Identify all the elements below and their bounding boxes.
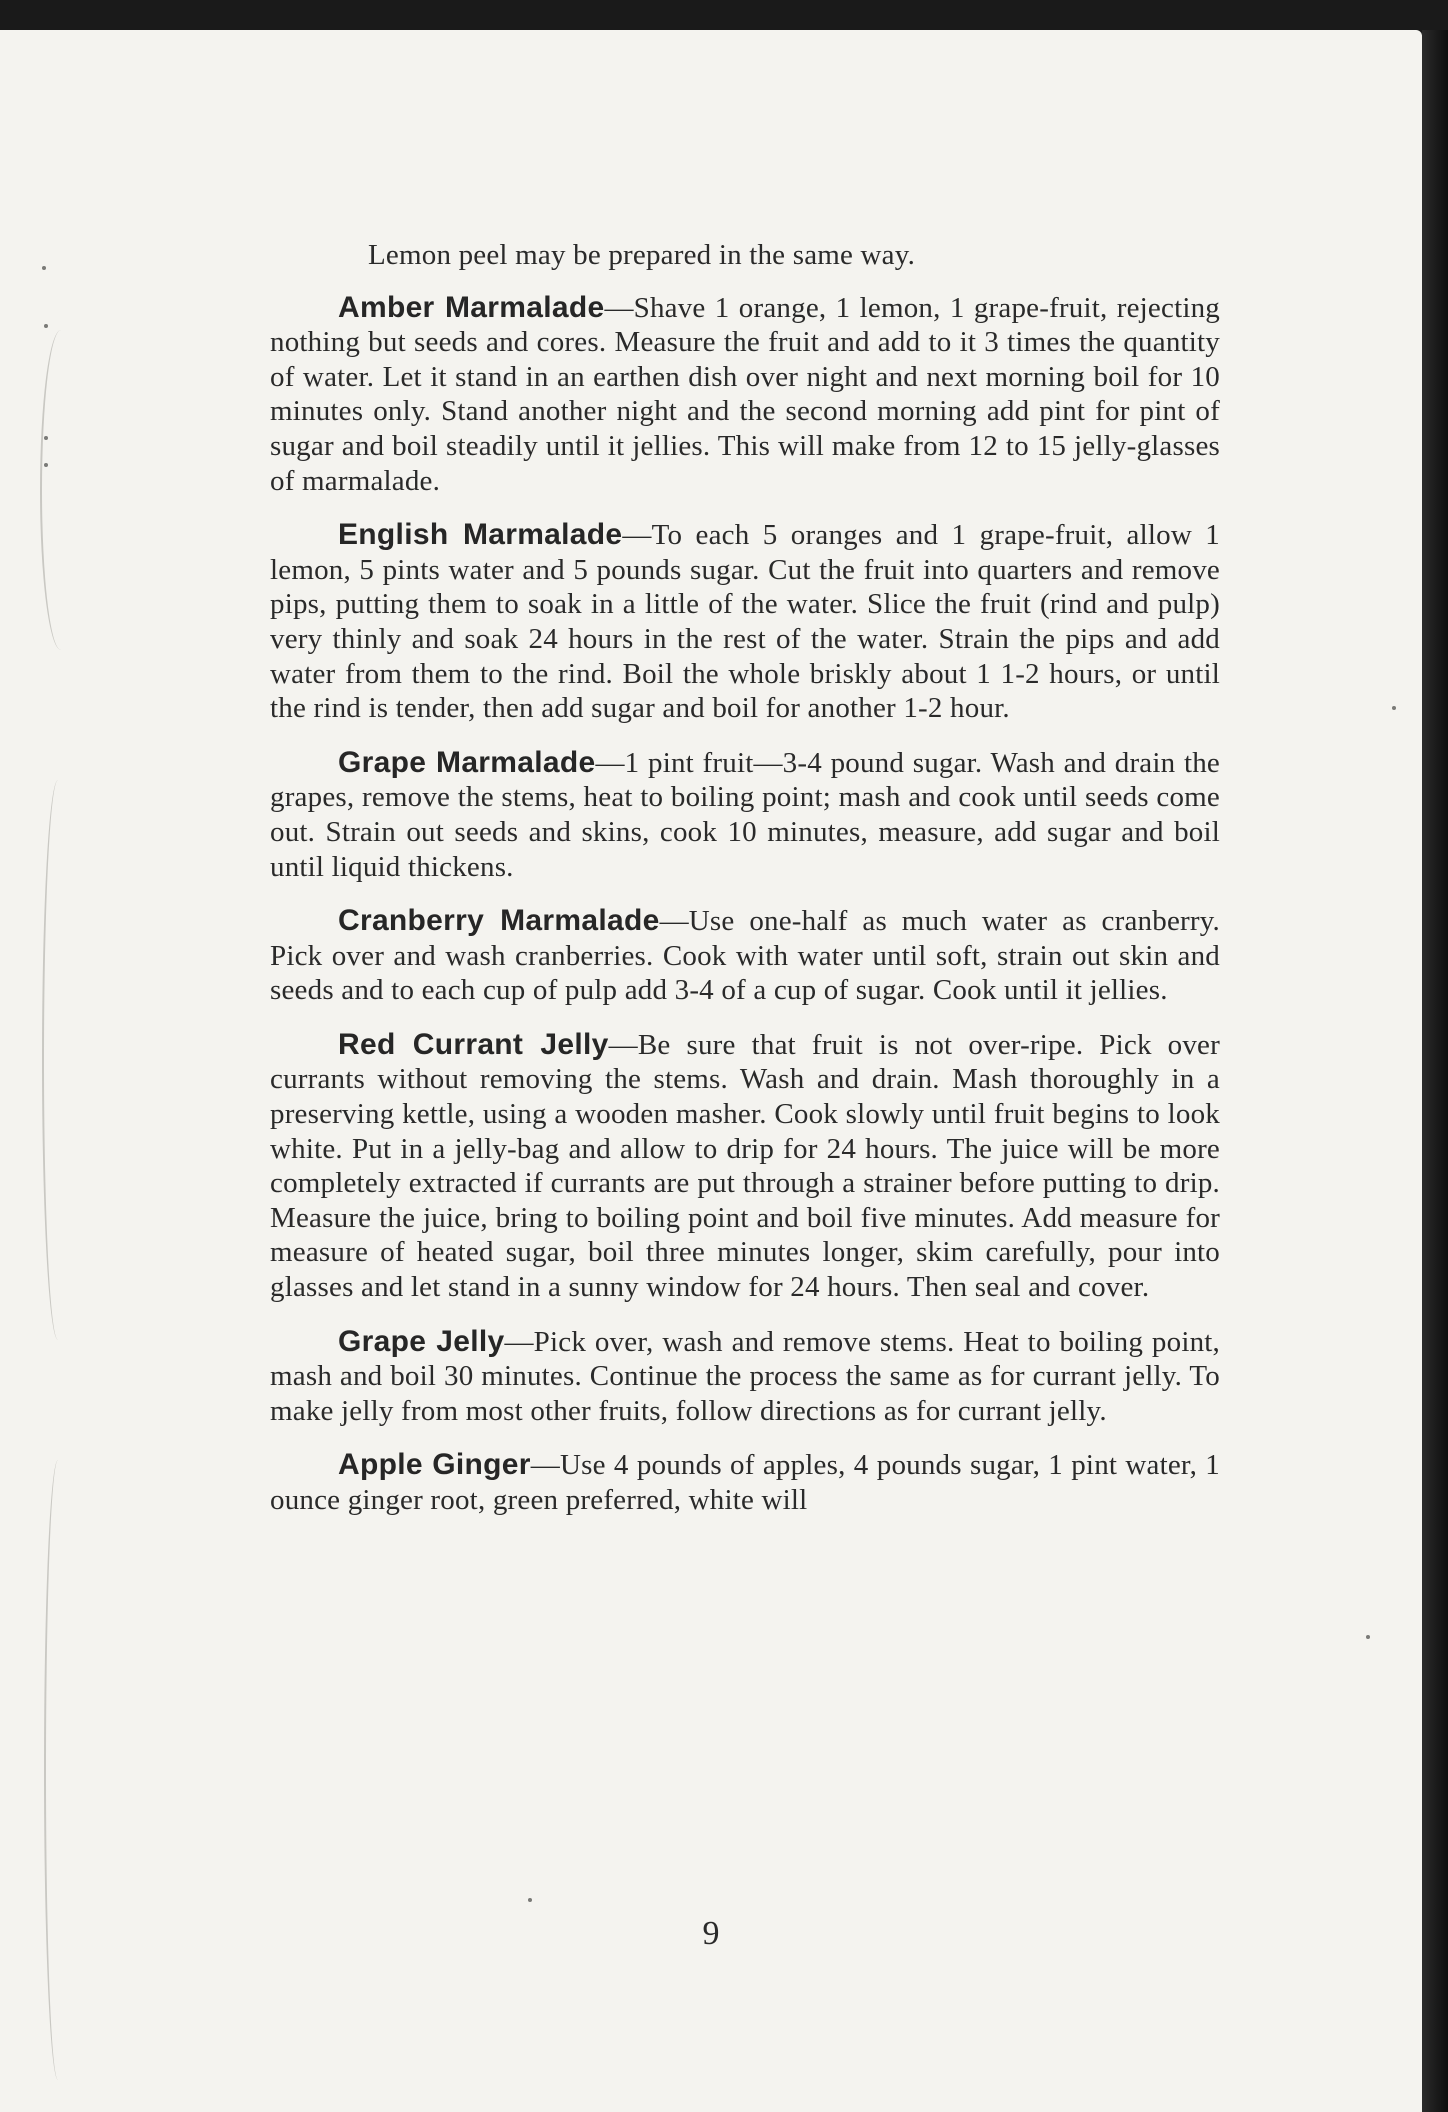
gutter-shadow-mark bbox=[42, 780, 74, 1340]
recipe-title: Amber Marmalade bbox=[338, 290, 605, 324]
paper-speck bbox=[1366, 1635, 1370, 1639]
book-page bbox=[0, 30, 1422, 2112]
scan-right-border bbox=[1422, 30, 1448, 2112]
paper-speck bbox=[42, 266, 46, 270]
intro-line: Lemon peel may be prepared in the same way. bbox=[368, 239, 916, 271]
paper-speck bbox=[44, 436, 48, 440]
paper-speck bbox=[528, 1898, 532, 1902]
page-number: 9 bbox=[702, 1915, 720, 1952]
recipe-title: Grape Marmalade bbox=[338, 745, 596, 779]
recipe-paragraph-red-currant-jelly bbox=[270, 1028, 1220, 1305]
recipe-paragraph-apple-ginger bbox=[270, 1448, 1220, 1517]
recipe-text: —To each 5 oranges and 1 grape-fruit, allow 1 lemon, 5 pints water and 5 pounds sugar. Cut the fruit into quarters and remove pips, putting them to soak in a little of the water. Slice the fruit (rind and pulp) very thinly and soak 24 hours in the rest of the water. Strain the pips and add water from them to the rind. Boil the whole briskly about 1 1-2 hours, or until the rind is tender, then add sugar and boil for another 1-2 hour. bbox=[270, 519, 1221, 725]
recipe-paragraph-amber-marmalade bbox=[270, 291, 1220, 499]
gutter-shadow-mark bbox=[44, 1460, 72, 2080]
recipe-text: —1 pint fruit—3-4 pound sugar. Wash and drain the grapes, remove the stems, heat to boiling point; mash and cook until seeds come out. Strain out seeds and skins, cook 10 minutes, measure, add sugar and boil until liquid thickens. bbox=[270, 746, 1220, 883]
page-text-column bbox=[270, 238, 1220, 1538]
gutter-shadow-mark bbox=[40, 330, 82, 650]
recipe-title: English Marmalade bbox=[338, 518, 623, 552]
paper-speck bbox=[44, 463, 48, 467]
recipe-text: —Pick over, wash and remove stems. Heat to boiling point, mash and boil 30 minutes. Continue the process the same as for currant jelly. To make jelly from most other fruits, follow directions as for currant jelly. bbox=[270, 1325, 1220, 1427]
recipe-paragraph-cranberry-marmalade bbox=[270, 904, 1220, 1008]
recipe-text: —Shave 1 orange, 1 lemon, 1 grape-fruit, rejecting nothing but seeds and cores. Measure the fruit and add to it 3 times the quantity of water. Let it stand in an earthen dish over night and next morning boil for 10 minutes only. Stand another night and the second morning add pint for pint of sugar and boil steadily until it jellies. This will make from 12 to 15 jelly-glasses of marmalade. bbox=[270, 291, 1220, 497]
recipe-title: Grape Jelly bbox=[338, 1324, 505, 1358]
recipe-title: Red Currant Jelly bbox=[338, 1027, 609, 1061]
recipe-title: Apple Ginger bbox=[338, 1448, 531, 1482]
recipe-text: —Be sure that fruit is not over-ripe. Pick over currants without removing the stems. Wash and drain. Mash thoroughly in a preserving kettle, using a wooden masher. Cook slowly until fruit begins to look white. Put in a jelly-bag and allow to drip for 24 hours. The juice will be more completely extracted if currants are put through a strainer before putting to drip. Measure the juice, bring to boiling point and boil five minutes. Add measure for measure of heated sugar, boil three minutes longer, skim carefully, pour into glasses and let stand in a sunny window for 24 hours. Then seal and cover. bbox=[270, 1028, 1220, 1304]
paper-speck bbox=[1392, 706, 1396, 710]
recipe-paragraph-grape-marmalade bbox=[270, 746, 1220, 884]
recipe-title: Cranberry Marmalade bbox=[338, 904, 660, 938]
recipe-text: —Use 4 pounds of apples, 4 pounds sugar, 1 pint water, 1 ounce ginger root, green preferred, white will bbox=[270, 1449, 1221, 1516]
scan-top-border bbox=[0, 0, 1448, 34]
recipe-paragraph-english-marmalade bbox=[270, 518, 1220, 726]
recipe-text: —Use one-half as much water as cranberry. Pick over and wash cranberries. Cook with water until soft, strain out skin and seeds and to each cup of pulp add 3-4 of a cup of sugar. Cook until it jellies. bbox=[270, 905, 1221, 1007]
recipe-paragraph-grape-jelly bbox=[270, 1325, 1220, 1429]
paper-speck bbox=[44, 324, 48, 328]
